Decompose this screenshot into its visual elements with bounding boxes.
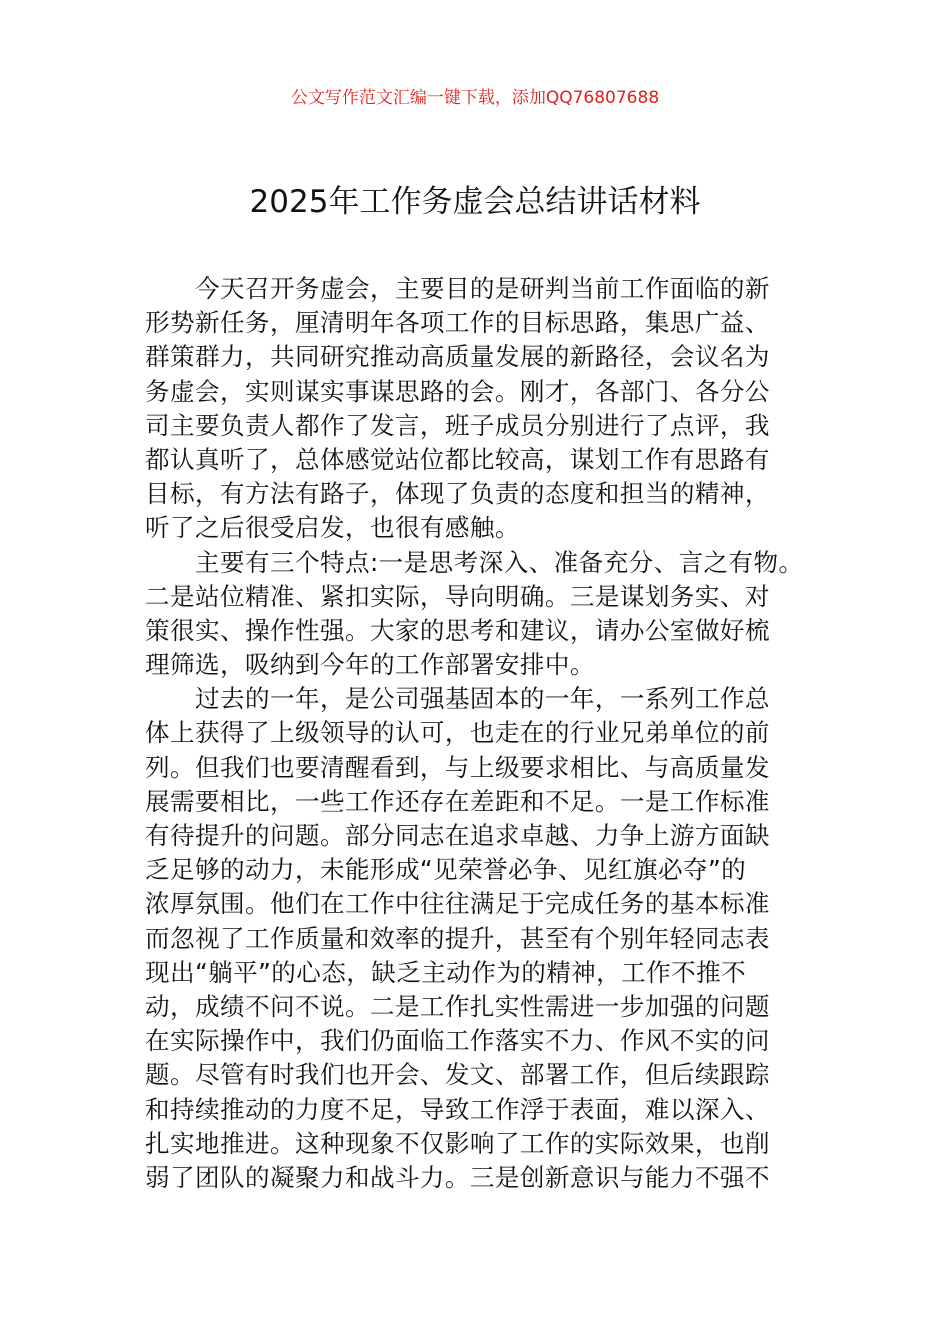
paragraph-features <box>145 546 817 683</box>
paragraph-review <box>145 682 817 1195</box>
paragraph-line: 乏足够的动力，未能形成“见荣誉必争、见红旗必夺”的 <box>145 855 747 885</box>
paragraph-line: 展需要相比，一些工作还存在差距和不足。一是工作标准 <box>145 786 770 816</box>
paragraph-line: 扎实地推进。这种现象不仅影响了工作的实际效果，也削 <box>145 1128 770 1158</box>
paragraph-line: 现出“躺平”的心态，缺乏主动作为的精神，工作不推不 <box>145 957 747 987</box>
paragraph-line: 司主要负责人都作了发言，班子成员分别进行了点评，我 <box>145 410 770 440</box>
paragraph-line: 弱了团队的凝聚力和战斗力。三是创新意识与能力不强不 <box>145 1162 770 1192</box>
paragraph-line: 主要有三个特点:一是思考深入、准备充分、言之有物。 <box>195 547 804 577</box>
paragraph-line: 策很实、操作性强。大家的思考和建议，请办公室做好梳 <box>145 615 770 645</box>
paragraph-line: 和持续推动的力度不足，导致工作浮于表面，难以深入、 <box>145 1094 770 1124</box>
paragraph-line: 今天召开务虚会，主要目的是研判当前工作面临的新 <box>195 274 770 303</box>
paragraph-line: 群策群力，共同研究推动高质量发展的新路径，会议名为 <box>145 342 770 372</box>
paragraph-line: 过去的一年，是公司强基固本的一年，一系列工作总 <box>195 684 770 714</box>
paragraph-intro <box>145 272 817 546</box>
paragraph-line: 动，成绩不问不说。二是工作扎实性需进一步加强的问题 <box>145 991 770 1021</box>
paragraph-line: 体上获得了上级领导的认可，也走在的行业兄弟单位的前 <box>145 718 770 748</box>
download-banner: 公文写作范文汇编一键下载，添加QQ76807688 <box>290 88 660 108</box>
paragraph-line: 在实际操作中，我们仍面临工作落实不力、作风不实的问 <box>145 1026 770 1056</box>
paragraph-line: 浓厚氛围。他们在工作中往往满足于完成任务的基本标准 <box>145 889 770 919</box>
document-body <box>145 272 817 1195</box>
paragraph-line: 有待提升的问题。部分同志在追求卓越、力争上游方面缺 <box>145 821 770 850</box>
document-title: 2025年工作务虚会总结讲话材料 <box>249 184 701 220</box>
paragraph-line: 列。但我们也要清醒看到，与上级要求相比、与高质量发 <box>145 752 770 782</box>
paragraph-line: 题。尽管有时我们也开会、发文、部署工作，但后续跟踪 <box>145 1060 770 1090</box>
paragraph-line: 而忽视了工作质量和效率的提升，甚至有个别年轻同志表 <box>145 923 770 953</box>
paragraph-line: 理筛选，吸纳到今年的工作部署安排中。 <box>145 650 595 680</box>
paragraph-line: 都认真听了，总体感觉站位都比较高，谋划工作有思路有 <box>145 444 770 474</box>
paragraph-line: 听了之后很受启发，也很有感触。 <box>145 513 520 543</box>
paragraph-line: 形势新任务，厘清明年各项工作的目标思路，集思广益、 <box>145 308 770 338</box>
paragraph-line: 二是站位精准、紧扣实际，导向明确。三是谋划务实、对 <box>145 581 770 611</box>
paragraph-line: 务虚会，实则谋实事谋思路的会。刚才，各部门、各分公 <box>145 376 770 406</box>
paragraph-line: 目标，有方法有路子，体现了负责的态度和担当的精神， <box>145 479 770 509</box>
